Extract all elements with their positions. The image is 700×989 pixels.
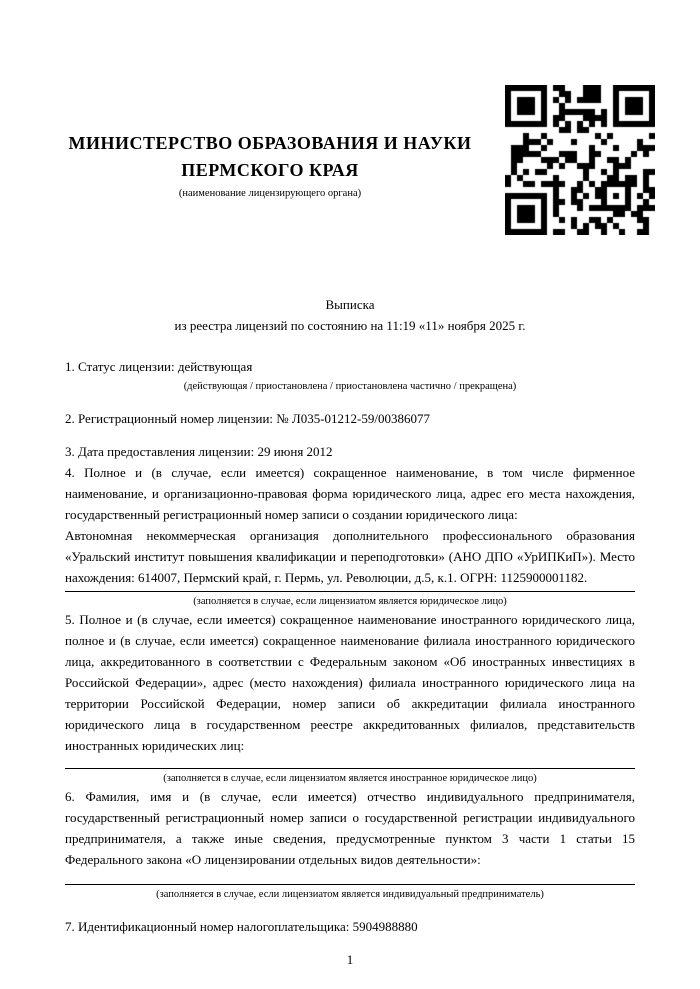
item-6-fill-line xyxy=(65,884,635,885)
item-7-taxpayer-id: 7. Идентификационный номер налогоплательщика: 5904988880 xyxy=(65,919,418,934)
item-1-status-options-note: (действующая / приостановлена / приостановлена частично / прекращена) xyxy=(183,381,517,392)
item-5-fill-line xyxy=(65,768,635,769)
item-6-note: (заполняется в случае, если лицензиатом является индивидуальный предприниматель) xyxy=(156,889,544,900)
qr-code-image xyxy=(505,85,655,235)
document-title-line2: из реестра лицензий по состоянию на 11:19 «11» ноября 2025 г. xyxy=(174,318,526,333)
page-number: 1 xyxy=(346,952,354,967)
item-6-entrepreneur-label: 6. Фамилия, имя и (в случае, если имеется) отчество индивидуального предпринимателя, государственный регистрационный номер записи о государственной регистрации индивидуального предпринимателя, а также иные сведения, предусмотренные пунктом 3 части 1 статьи 15 Федерального закона «О лицензировании отдельных видов деятельности»: xyxy=(65,789,635,867)
item-4-fill-line xyxy=(65,591,635,592)
item-5-note: (заполняется в случае, если лицензиатом является иностранное юридическое лицо) xyxy=(163,773,537,784)
item-4-legal-entity-value: Автономная некоммерческая организация дополнительного профессионального образования «Уральский институт повышения квалификации и переподготовки» (АНО ДПО «УрИПКиП»). Место нахождения: 614007, Пермский край, г. Пермь, ул. Революции, д.5, к.1. ОГРН: 1125900001182. xyxy=(65,528,635,585)
item-2-registration-number: 2. Регистрационный номер лицензии: № Л035-01212-59/00386077 xyxy=(65,411,431,426)
item-4-note: (заполняется в случае, если лицензиатом является юридическое лицо) xyxy=(193,596,507,607)
document-title xyxy=(65,294,635,336)
item-4-legal-entity-label: 4. Полное и (в случае, если имеется) сокращенное наименование, в том числе фирменное наименование, и организационно-правовая форма юридического лица, адрес его места нахождения, государственный регистрационный номер записи о создании юридического лица: xyxy=(65,465,635,522)
licensing-authority-name-line1: МИНИСТЕРСТВО ОБРАЗОВАНИЯ И НАУКИ xyxy=(68,133,472,153)
licensing-authority-name-line2: ПЕРМСКОГО КРАЯ xyxy=(181,160,359,180)
letterhead xyxy=(45,130,495,201)
item-3-license-grant-date: 3. Дата предоставления лицензии: 29 июня 2012 xyxy=(65,444,333,459)
item-5-foreign-entity-label: 5. Полное и (в случае, если имеется) сокращенное наименование иностранного юридического лица, полное и (в случае, если имеется) сокращенное наименование филиала иностранного юридического лица, аккредитованного в соответствии с Федеральным законом «Об иностранных инвестициях в Российской Федерации», адрес (место нахождения) филиала иностранного юридического лица на территории Российской Федерации, номер записи об аккредитации филиала иностранного юридического лица в государственном реестре аккредитованных филиалов, представительств иностранных юридических лиц: xyxy=(65,612,635,753)
item-1-license-status: 1. Статус лицензии: действующая xyxy=(65,359,253,374)
qr-code xyxy=(505,85,655,235)
licensing-authority-caption: (наименование лицензирующего органа) xyxy=(178,188,362,199)
document-title-line1: Выписка xyxy=(325,297,375,312)
